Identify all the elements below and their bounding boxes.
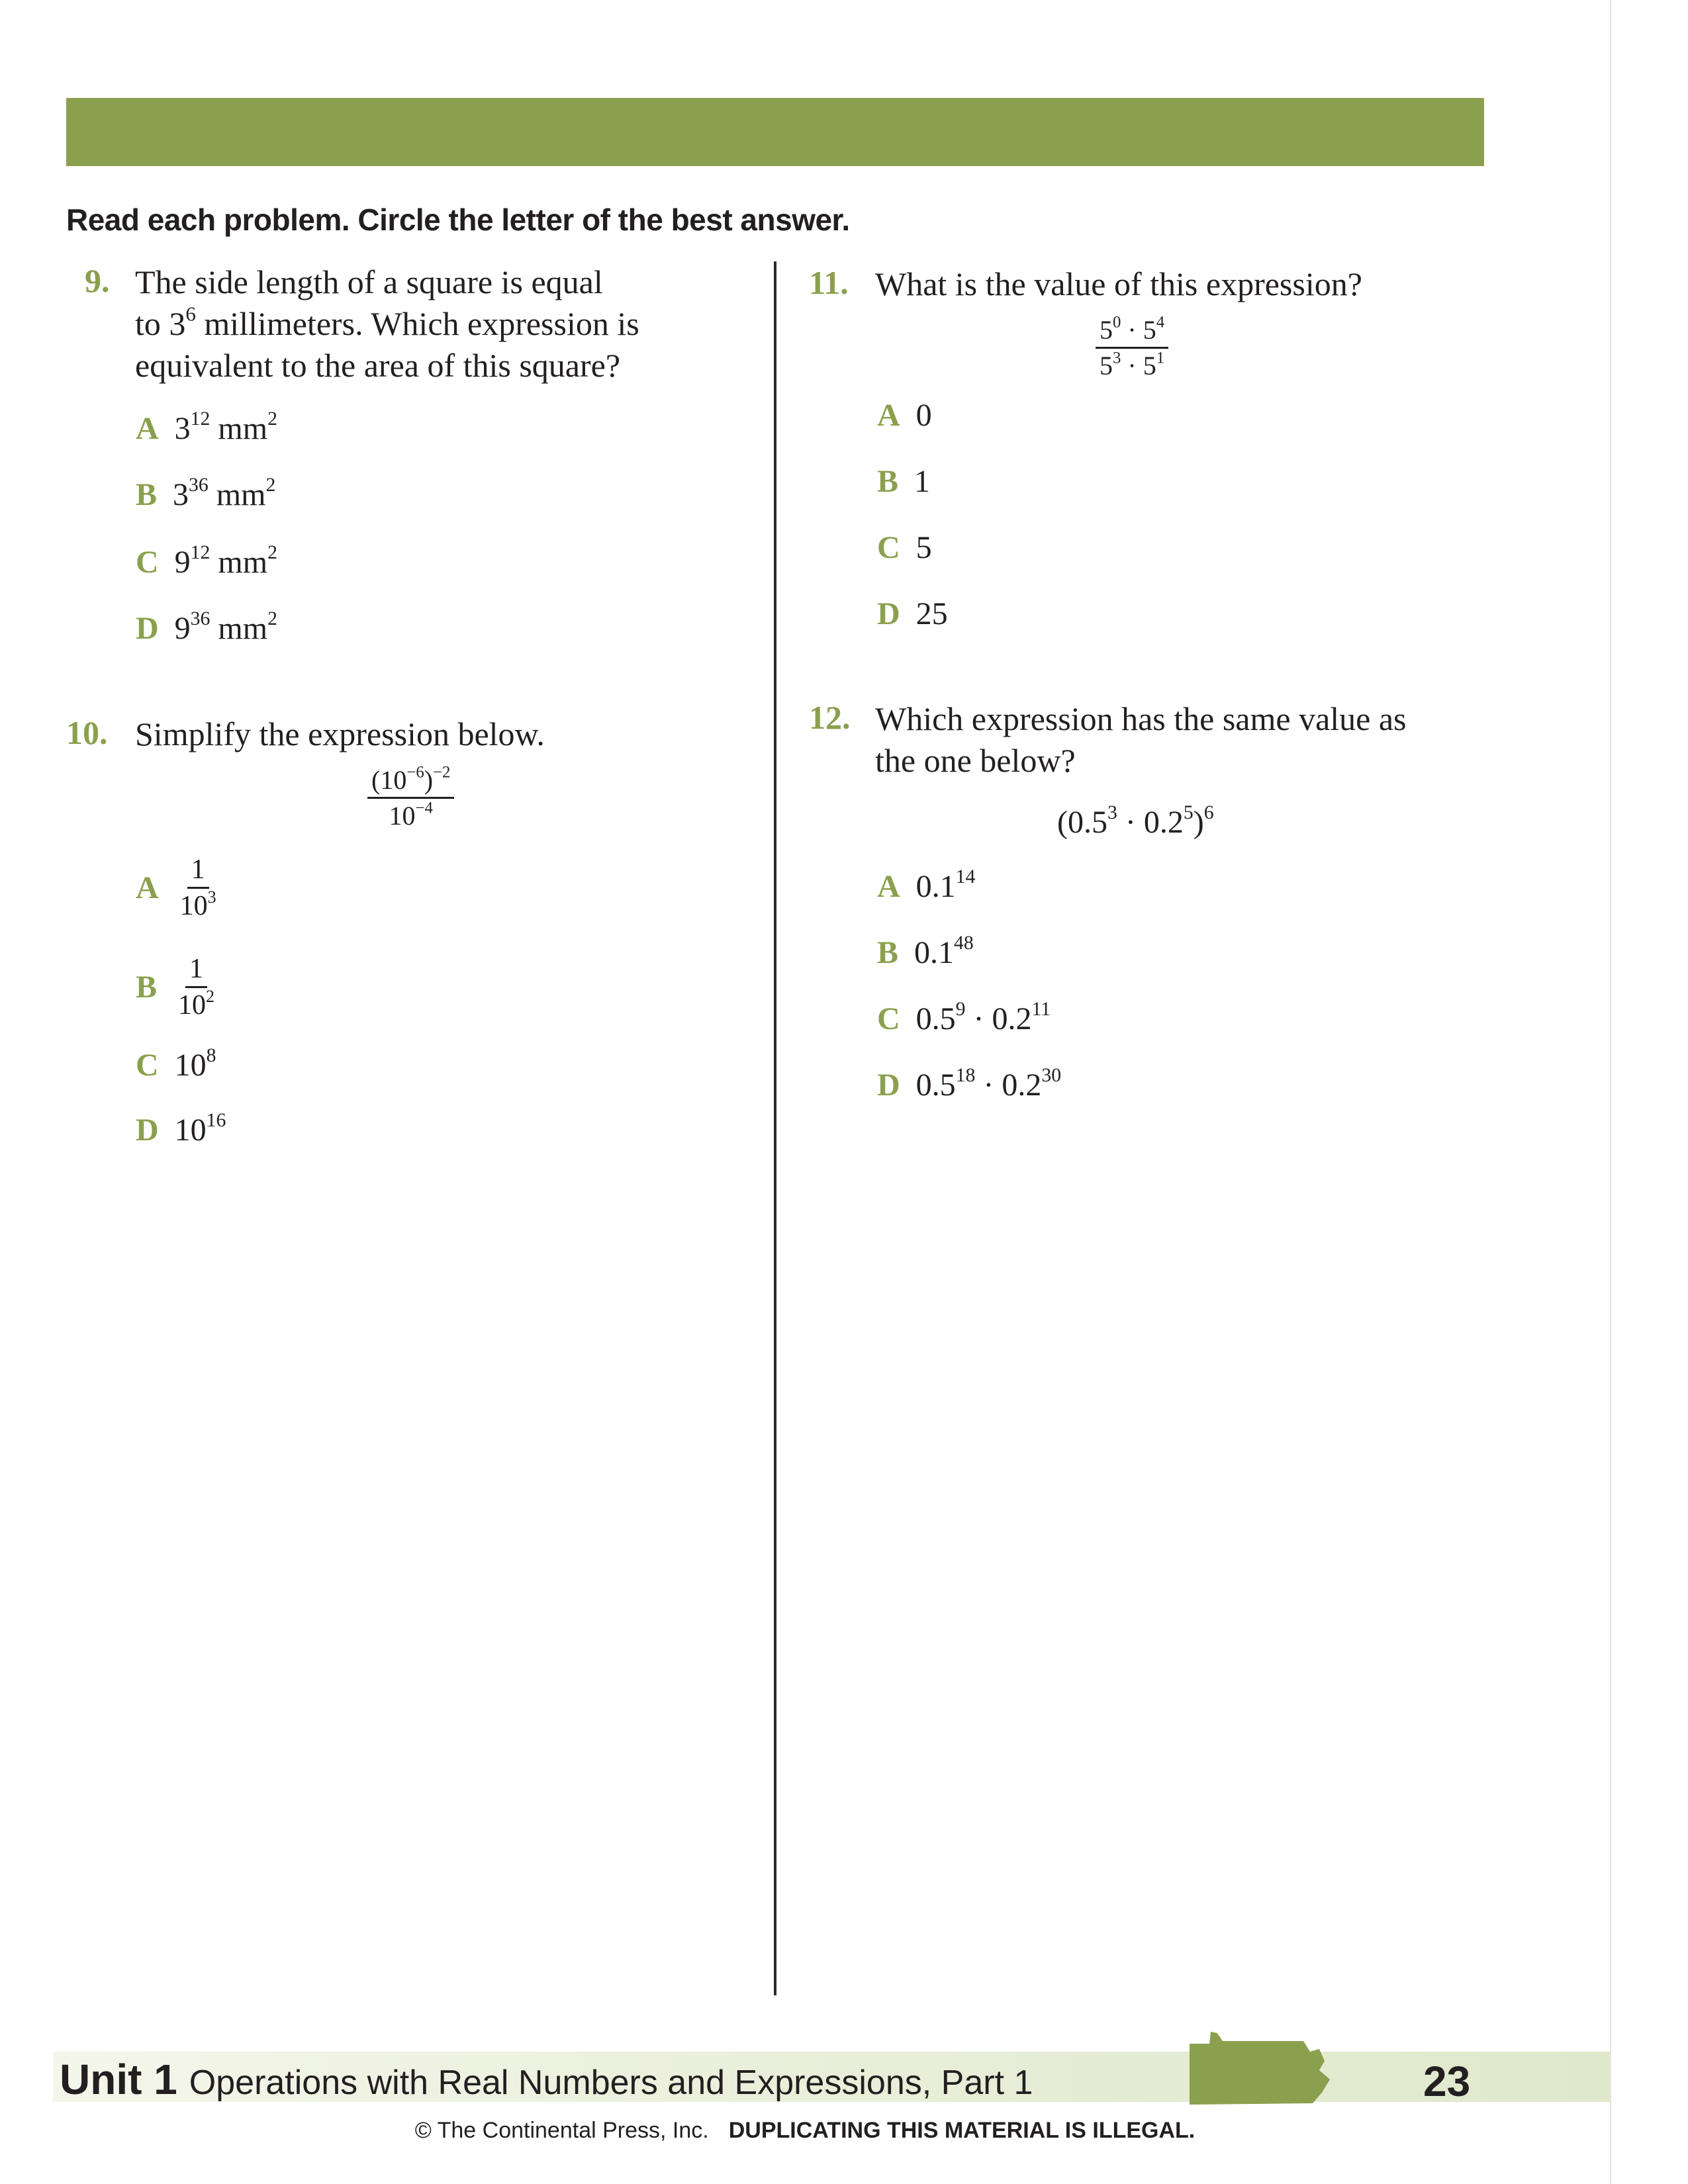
copyright: © The Continental Press, Inc.: [414, 2118, 709, 2143]
q11-option-b[interactable]: B 1: [877, 464, 931, 499]
page-number: 23: [1423, 2058, 1471, 2105]
q10-option-a[interactable]: A $\frac{1}{10^3}$: [136, 854, 216, 921]
q12-option-a[interactable]: A $0.1^{14}$: [877, 866, 976, 904]
q12-line2: the one below?: [875, 742, 1076, 779]
q10-option-d[interactable]: D $10^{16}$: [136, 1109, 226, 1148]
q12-option-b[interactable]: B $0.1^{48}$: [877, 932, 974, 970]
q11-option-a[interactable]: A 0: [877, 398, 932, 433]
q10-expression: $\frac{(10^{-6})^{-2}}{10^{-4}}$: [367, 764, 454, 831]
q9-option-c[interactable]: C $9^{12}$ $mm^2$: [136, 541, 277, 580]
q9-option-a[interactable]: A $3^{12}$ $mm^2$: [136, 408, 277, 446]
q11-text: What is the value of this expression?: [875, 265, 1362, 302]
instructions: Read each problem. Circle the letter of the best answer.: [66, 203, 850, 237]
q11-option-c[interactable]: C 5: [877, 530, 932, 565]
copyright-line: [0, 2118, 1610, 2144]
q12-expression: $(0.5^3 \cdot 0.2^5)^6$: [1057, 801, 1214, 840]
q12-number: 12.: [809, 699, 851, 736]
header-banner: [66, 98, 1484, 166]
unit-title: [60, 2055, 1033, 2104]
q9-line2: to $3^6$ millimeters. Which expression is: [135, 302, 639, 342]
q12-option-d[interactable]: D $0.5^{18} \cdot 0.2^{30}$: [877, 1064, 1062, 1103]
q12-line1: Which expression has the same value as: [875, 700, 1407, 737]
q9-number: 9.: [85, 262, 110, 299]
unit-subtitle: Operations with Real Numbers and Expressions, Part 1: [189, 2064, 1033, 2102]
q10-number: 10.: [66, 714, 108, 751]
q11-expression: $\frac{5^0 \cdot 5^4}{5^3 \cdot 5^1}$: [1096, 314, 1168, 381]
q9-line3: equivalent to the area of this square?: [135, 347, 621, 384]
q10-option-c[interactable]: C $10^8$: [136, 1044, 216, 1083]
q10-text: Simplify the expression below.: [135, 715, 545, 752]
pennsylvania-state-icon: [1183, 2029, 1335, 2115]
q9-text: [135, 261, 731, 387]
q9-line1: The side length of a square is equal: [135, 263, 603, 300]
column-divider: [774, 261, 776, 1995]
q11-number: 11.: [809, 264, 849, 301]
q11-option-d[interactable]: D 25: [877, 596, 948, 631]
q9-option-d[interactable]: D $9^{36}$ $mm^2$: [136, 608, 277, 646]
unit-label: Unit 1: [60, 2056, 177, 2103]
q10-option-b[interactable]: B $\frac{1}{10^2}$: [136, 954, 215, 1021]
q12-option-c[interactable]: C $0.5^9 \cdot 0.2^{11}$: [877, 998, 1051, 1036]
q9-option-b[interactable]: B $3^{36}$ $mm^2$: [136, 474, 276, 512]
duplication-warning: DUPLICATING THIS MATERIAL IS ILLEGAL.: [728, 2118, 1196, 2143]
page-edge: [1610, 0, 1611, 2184]
q12-text: [875, 698, 1537, 782]
